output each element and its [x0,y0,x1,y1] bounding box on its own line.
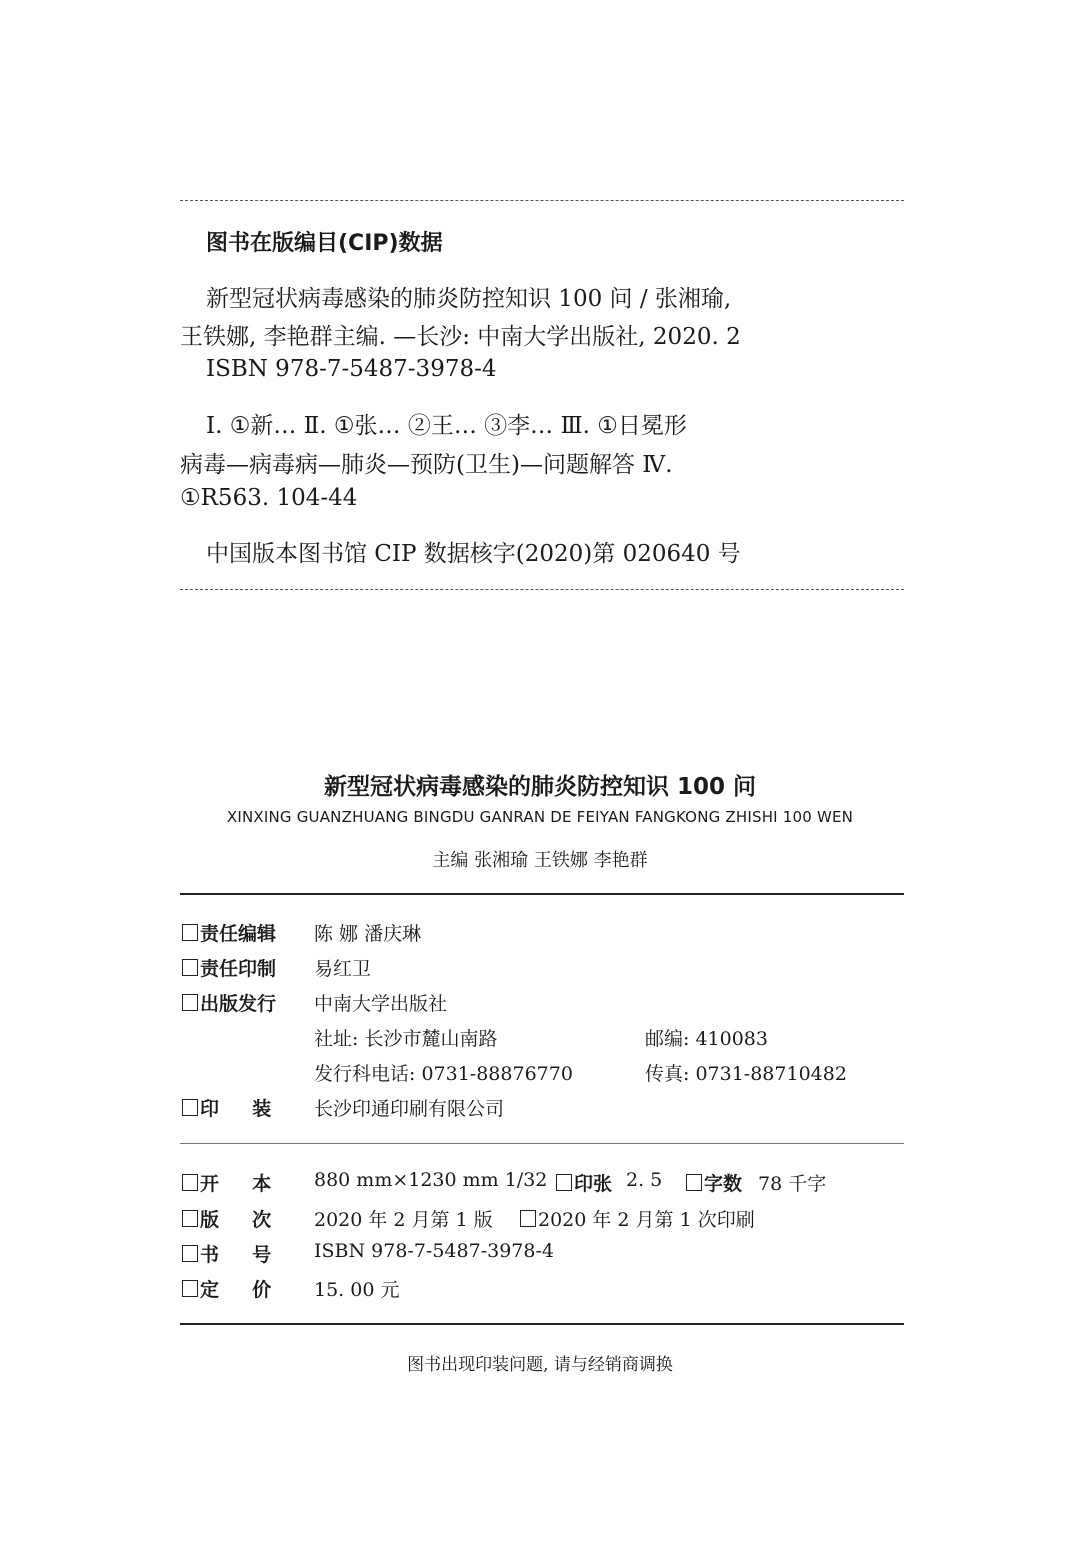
words-value: 78 千字 [758,1173,827,1195]
checkbox-icon [520,1210,536,1227]
checkbox-icon [556,1174,572,1191]
checkbox-icon [182,994,198,1011]
cip-line-4: Ⅰ. ①新… Ⅱ. ①张… ②王… ③李… Ⅲ. ①日冕形 [206,413,687,439]
book-editors: 主编 张湘瑜 王铁娜 李艳群 [432,850,648,871]
words-label: 字数 [686,1169,742,1196]
printer-value: 长沙印通印刷有限公司 [314,1098,505,1120]
sheets-value: 2. 5 [626,1169,663,1191]
print-label: 责任印制 [182,954,276,981]
isbn-value: ISBN 978-7-5487-3978-4 [314,1240,554,1262]
publisher-phone: 发行科电话: 0731-88876770 [314,1063,573,1085]
footer-note: 图书出现印装问题, 请与经销商调换 [407,1355,673,1375]
cip-line-5: 病毒—病毒病—肺炎—预防(卫生)—问题解答 Ⅳ. [180,452,673,478]
info-mid-rule [180,1143,904,1144]
cip-top-divider [180,200,904,201]
checkbox-icon [182,1174,198,1191]
book-title-pinyin: XINXING GUANZHUANG BINGDU GANRAN DE FEIYAN FANGKONG ZHISHI 100 WEN [226,808,854,826]
cip-line-2: 王铁娜, 李艳群主编. —长沙: 中南大学出版社, 2020. 2 [180,324,741,350]
isbn-label: 书 号 [182,1240,271,1267]
editor-value: 陈 娜 潘庆琳 [314,923,422,945]
info-bottom-rule [180,1323,904,1325]
checkbox-icon [686,1174,702,1191]
sheets-label: 印张 [556,1169,612,1196]
edition-value: 2020 年 2 月第 1 版 [314,1209,493,1231]
editor-label: 责任编辑 [182,919,276,946]
checkbox-icon [182,959,198,976]
publisher-value: 中南大学出版社 [314,993,448,1015]
checkbox-icon [182,1245,198,1262]
format-label: 开 本 [182,1169,271,1196]
printing-value: 2020 年 2 月第 1 次印刷 [520,1205,755,1232]
publisher-fax: 传真: 0731-88710482 [645,1063,847,1085]
edition-label: 版 次 [182,1205,271,1232]
publisher-postcode: 邮编: 410083 [645,1028,768,1050]
checkbox-icon [182,924,198,941]
cip-line-6: ①R563. 104-44 [180,485,358,511]
cip-bottom-divider [180,589,904,590]
price-label: 定 价 [182,1275,271,1302]
checkbox-icon [182,1280,198,1297]
cip-line-3: ISBN 978-7-5487-3978-4 [206,356,497,382]
cip-heading: 图书在版编目(CIP)数据 [206,231,443,256]
cip-line-1: 新型冠状病毒感染的肺炎防控知识 100 问 / 张湘瑜, [206,286,732,312]
cip-line-7: 中国版本图书馆 CIP 数据核字(2020)第 020640 号 [206,541,741,567]
format-value: 880 mm×1230 mm 1/32 [314,1169,548,1191]
checkbox-icon [182,1099,198,1116]
book-title: 新型冠状病毒感染的肺炎防控知识 100 问 [323,774,757,800]
printer-label: 印 装 [182,1094,271,1121]
publisher-label: 出版发行 [182,989,276,1016]
price-value: 15. 00 元 [314,1279,400,1301]
checkbox-icon [182,1210,198,1227]
publisher-address: 社址: 长沙市麓山南路 [314,1028,498,1050]
info-top-rule [180,893,904,895]
print-value: 易红卫 [314,958,372,980]
